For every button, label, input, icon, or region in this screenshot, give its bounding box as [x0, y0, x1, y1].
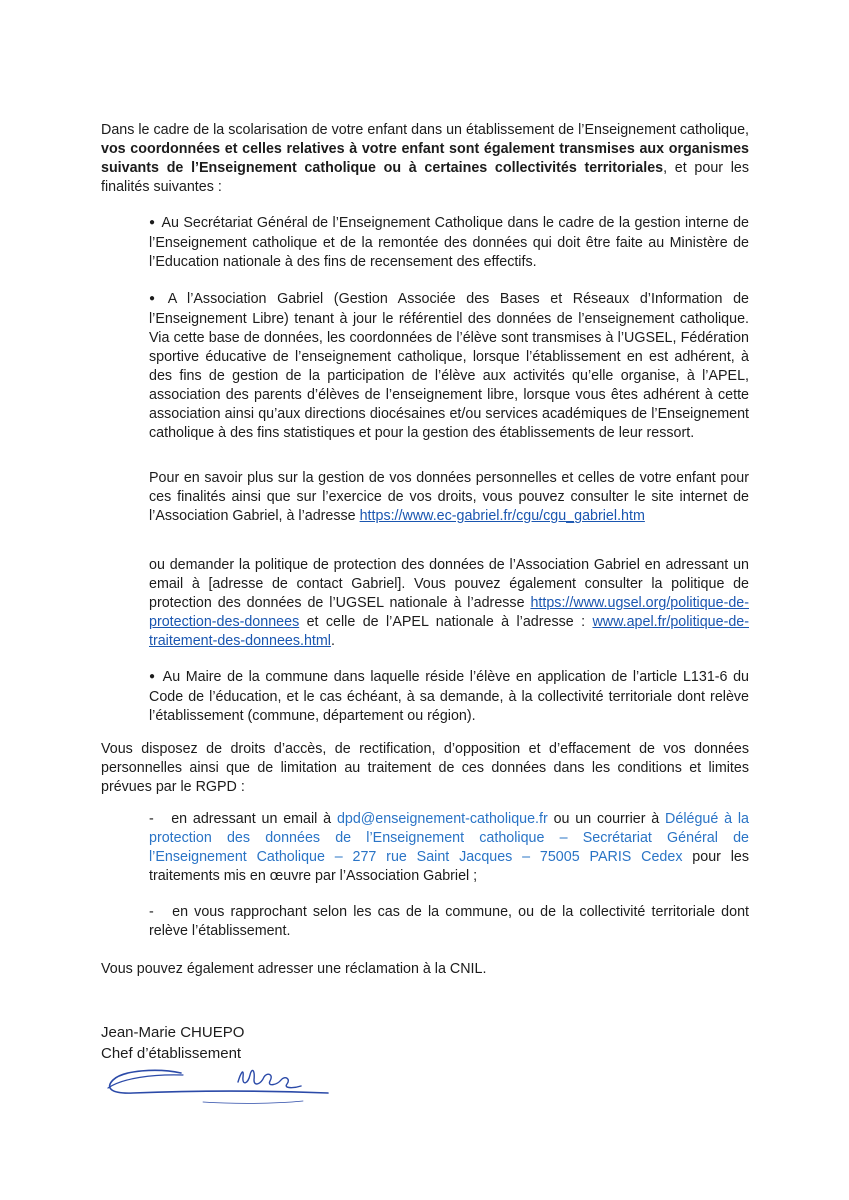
intro-paragraph	[101, 121, 749, 197]
bullet-maire	[149, 668, 749, 726]
intro-text: Dans le cadre de la scolarisation de votre enfant dans un établissement de l’Enseignement catholique,	[101, 122, 749, 138]
bullet-maire-text: Au Maire de la commune dans laquelle réside l’élève en application de l’article L131-6 du Code de l’éducation, et le cas échéant, à sa demande, à la collectivité territoriale dont relève l’établissement (commune, département ou région).	[149, 669, 749, 724]
signer-role: Chef d’établissement	[101, 1045, 242, 1062]
signer-name: Jean-Marie CHUEPO	[101, 1024, 245, 1041]
bullet-dot-icon: ●	[149, 293, 162, 304]
intro-bold-text: vos coordonnées et celles relatives à votre enfant sont également transmises aux organismes suivants de l’Enseignement catholique ou à certaines collectivités territoriales	[101, 141, 749, 176]
dpd-email-link[interactable]: dpd@enseignement-catholique.fr	[336, 811, 548, 827]
rights-text: Vous disposez de droits d’accès, de rectification, d’opposition et d’effacement de vos données personnelles ainsi que de limitation au traitement de ces données dans les conditions et limites prévues par le RGPD :	[101, 741, 749, 795]
dash-item-email	[149, 810, 749, 886]
gabriel-info-text: Pour en savoir plus sur la gestion de vos données personnelles et celles de votre enfant pour ces finalités ainsi que sur l’exercice de vos droits, vous pouvez consulter le site internet de l’Association Gabriel, à l’adresse	[149, 470, 749, 524]
dpd-postal-address: Délégué à la protection des données de l’Enseignement catholique – Secrétariat Général de l’Enseignement Catholique – 277 rue Saint Jacques – 75005 PARIS Cedex	[149, 811, 749, 865]
bullet-secretariat	[149, 214, 749, 272]
dash-marker: -	[149, 904, 154, 920]
cnil-text: Vous pouvez également adresser une réclamation à la CNIL.	[101, 961, 487, 977]
gabriel-cgu-link[interactable]: https://www.ec-gabriel.fr/cgu/cgu_gabriel.htm	[359, 508, 645, 524]
dash-commune-text: en vous rapprochant selon les cas de la commune, ou de la collectivité territoriale dont relève l’établissement.	[149, 904, 749, 939]
rights-paragraph	[101, 740, 749, 797]
bullet-dot-icon: ●	[149, 217, 156, 228]
bullet-gabriel-text: A l’Association Gabriel (Gestion Associée des Bases et Réseaux d’Information de l’Enseignement Libre) tenant à jour le référentiel des données de l’enseignement catholique. Via cette base de données, les coordonnées de l’élève sont transmises à l’UGSEL, Fédération sportive éducative de l’enseignement catholique, lorsque l’établissement en est adhérent, à des fins de gestion de la participation de l’élève aux activités qu’elle organise, à l’APEL, association des parents d’élèves de l’enseignement libre, lorsque vous êtes adhérent à cette association ainsi qu’aux directions diocésaines et/ou services académiques de l’Enseignement catholique à des fins statistiques et pour la gestion des établissements de leur ressort.	[149, 291, 749, 441]
dash-email-text-end: pour les traitements mis en œuvre par l’Association Gabriel ;	[149, 849, 749, 884]
dash-item-commune	[149, 903, 749, 941]
apel-policy-link[interactable]: www.apel.fr/politique-de-traitement-des-donnees.html	[149, 614, 749, 649]
policy-paragraph	[149, 556, 749, 651]
intro-text-end: , et pour les finalités suivantes :	[101, 160, 750, 195]
cnil-paragraph	[101, 960, 749, 979]
signature-icon	[103, 1060, 335, 1110]
dash-email-text-mid: ou un courrier à	[547, 811, 666, 827]
dash-email-text: en adressant un email à	[171, 811, 337, 827]
dash-marker: -	[149, 811, 154, 827]
gabriel-info-paragraph	[149, 469, 749, 526]
policy-text-apel: et celle de l’APEL nationale à l’adresse :	[299, 614, 593, 630]
ugsel-policy-link[interactable]: https://www.ugsel.org/politique-de-protection-des-donnees	[149, 595, 749, 630]
signer-block	[101, 1022, 501, 1064]
policy-text-end: .	[330, 633, 335, 649]
bullet-secretariat-text: Au Secrétariat Général de l’Enseignement Catholique dans le cadre de la gestion interne de l’Enseignement catholique et de la remontée des données qui doit être faite au Ministère de l’Education nationale à des fins de recensement des effectifs.	[149, 215, 749, 270]
bullet-dot-icon: ●	[149, 671, 157, 682]
policy-text: ou demander la politique de protection des données de l’Association Gabriel en adressant un email à [adresse de contact Gabriel]. Vous pouvez également consulter la politique de protection des données de l’UGSEL nationale à l’adresse	[149, 557, 749, 611]
bullet-gabriel	[149, 290, 749, 443]
